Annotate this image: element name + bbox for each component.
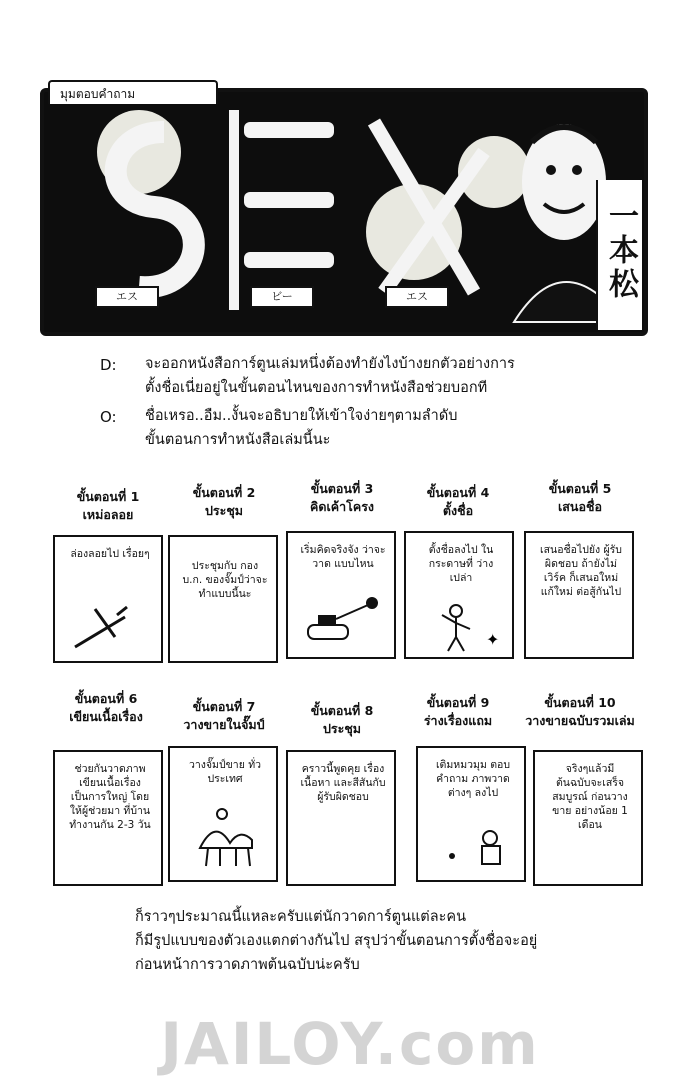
step-panel: ล่องลอยไป เรื่อยๆ bbox=[53, 535, 163, 663]
step-heading: ขั้นตอนที่ 9 ร่างเรื่องแถม bbox=[423, 695, 493, 728]
pistol-shape bbox=[244, 192, 334, 208]
watermark-text: JAILOY.com bbox=[160, 1010, 540, 1078]
step-panel: จริงๆแล้วมี ต้นฉบับจะเสร็จ สมบูรณ์ ก่อนวางขาย อย่างน้อย 1 เดือน bbox=[533, 750, 643, 886]
step-panel: ประชุมกับ กอง บ.ก. ของจั๊มป์ว่าจะ ทำแบบนี้นะ bbox=[168, 535, 278, 663]
writer-icon bbox=[418, 748, 524, 880]
step-heading: ขั้นตอนที่ 8 ประชุม bbox=[310, 703, 374, 736]
step-heading: ขั้นตอนที่ 1 เหม่อลอย bbox=[76, 489, 140, 522]
step-panel: ตั้งชื่อลงไป ในกระดาษที่ ว่างเปล่า ✦ bbox=[404, 531, 514, 659]
corner-label: มุมตอบคำถาม bbox=[48, 80, 218, 104]
airplane-icon bbox=[55, 537, 161, 661]
question-text: จะออกหนังสือการ์ตูนเล่มหนึ่งต้องทำยังไงบ้างยกตัวอย่างการ ตั้งชื่อเนี่ยอยู่ในขั้นตอนไหนของการทำหนังสือช่วยบอกที bbox=[145, 356, 515, 396]
step-panel: คราวนี้พูดคุย เรื่องเนื้อหา และสีสันกับ ผู้รับผิดชอบ bbox=[286, 750, 396, 886]
answer-key: O: bbox=[100, 408, 117, 426]
pistol-shape bbox=[244, 252, 334, 268]
tank-icon bbox=[288, 533, 394, 657]
step-panel: เติมหมวมุม ตอบคำถาม ภาพวาดต่างๆ ลงไป bbox=[416, 746, 526, 882]
step-heading: ขั้นตอนที่ 4 ตั้งชื่อ bbox=[426, 485, 490, 518]
step-panel: เสนอชื่อไปยัง ผู้รับผิดชอบ ถ้ายังไม่เวิร์ค ก็เสนอใหม่ แก้ใหม่ ต่อสู้กันไป bbox=[524, 531, 634, 659]
caption-s2: エス bbox=[385, 286, 449, 308]
step-heading: ขั้นตอนที่ 6 เขียนเนื้อเรื่อง bbox=[69, 691, 143, 724]
dancer-icon bbox=[406, 533, 512, 657]
step-heading: ขั้นตอนที่ 7 วางขายในจั๊มป์ bbox=[183, 699, 265, 732]
step-heading: ขั้นตอนที่ 3 คิดเค้าโครง bbox=[309, 481, 375, 514]
step-panel: ช่วยกันวาดภาพ เขียนเนื้อเรื่อง เป็นการใหญ่ โดยให้ผู้ช่วยมา ที่บ้าน ทำงานกัน 2-3 วัน bbox=[53, 750, 163, 886]
answer-text: ชื่อเหรอ..อืม..งั้นจะอธิบายให้เข้าใจง่ายๆตามลำดับ ขั้นตอนการทำหนังสือเล่มนี้นะ bbox=[145, 408, 458, 448]
camel-rider-icon bbox=[170, 748, 276, 880]
step-panel: เริ่มคิดจริงจัง ว่าจะวาด แบบไหน bbox=[286, 531, 396, 659]
step-panel: วางจั๊มป์ขาย ทั่วประเทศ bbox=[168, 746, 278, 882]
caption-s: エス bbox=[95, 286, 159, 308]
step-heading: ขั้นตอนที่ 5 เสนอชื่อ bbox=[548, 481, 612, 514]
step-heading: ขั้นตอนที่ 2 ประชุม bbox=[192, 485, 256, 518]
sword-shape bbox=[229, 110, 239, 310]
pistol-shape bbox=[244, 122, 334, 138]
step-heading: ขั้นตอนที่ 10 วางขายฉบับรวมเล่ม bbox=[525, 695, 635, 728]
author-signature: 一本松 bbox=[596, 180, 642, 330]
svg-text:✦: ✦ bbox=[486, 630, 500, 649]
closing-text: ก็ราวๆประมาณนี้แหละครับแต่นักวาดการ์ตูนแต่ละคน ก็มีรูปแบบของตัวเองแตกต่างกันไป สรุปว่าขั้นตอนการตั้งชื่อจะอยู่ ก่อนหน้าการวาดภาพต้นฉบับน่ะครับ bbox=[135, 909, 538, 973]
question-key: D: bbox=[100, 356, 117, 374]
caption-b: ビー bbox=[250, 286, 314, 308]
